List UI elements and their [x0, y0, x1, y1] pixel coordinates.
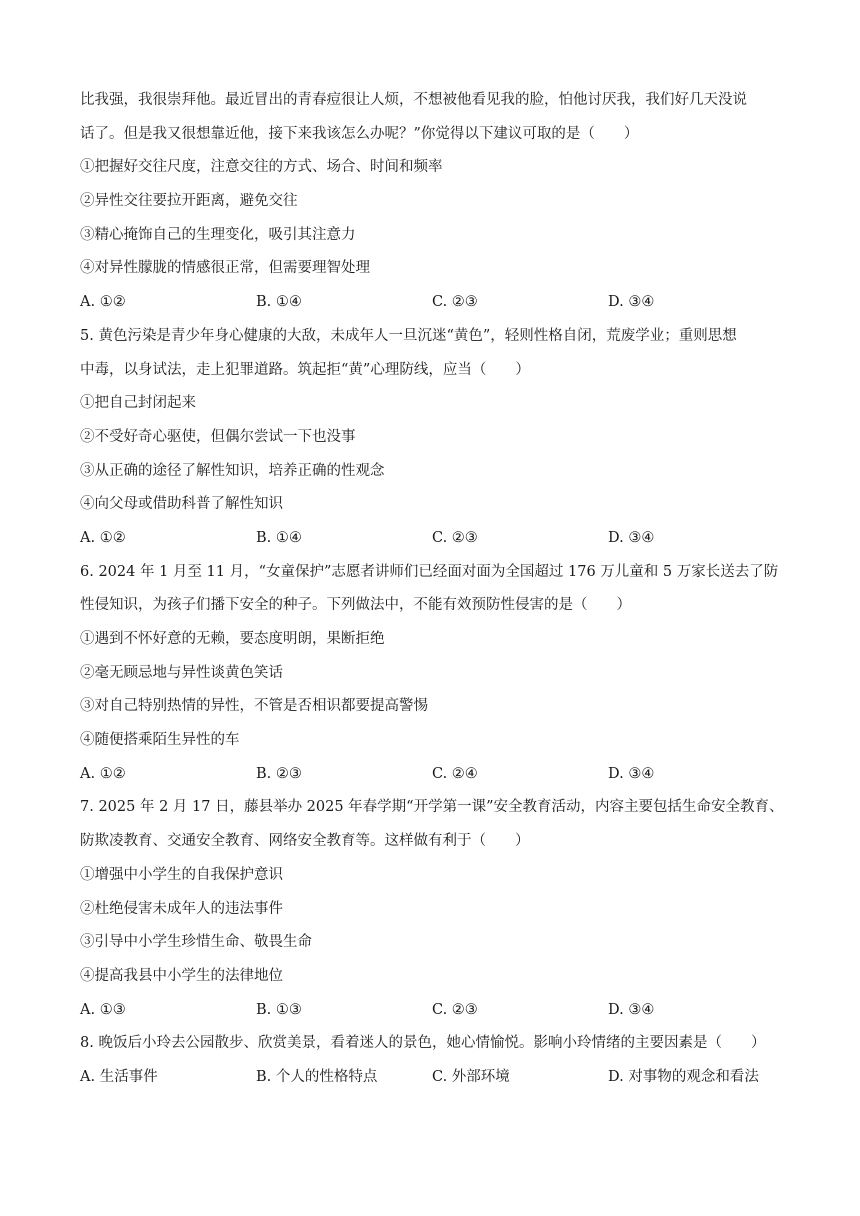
answer-option: D. ③④ [608, 765, 655, 782]
answer-option: C. ②④ [432, 765, 478, 782]
answer-options-row [80, 522, 785, 556]
text-line: ①遇到不怀好意的无赖，要态度明朗，果断拒绝 [80, 631, 385, 647]
answer-option: D. ③④ [608, 529, 655, 546]
text-line: ②不受好奇心驱使，但偶尔尝试一下也没事 [80, 428, 356, 445]
text-line: ④对异性朦胧的情感很正常，但需要理智处理 [80, 260, 370, 277]
answer-option: B. 个人的性格特点 [256, 1068, 378, 1085]
text-line: 中毒，以身试法，走上犯罪道路。筑起拒“黄”心理防线，应当（ ） [80, 361, 530, 378]
answer-option: B. ①③ [256, 1001, 302, 1018]
text-line: ③对自己特别热情的异性，不管是否相识都要提高警惕 [80, 698, 428, 715]
text-line: 6. 2024 年 1 月至 11 月，“女童保护”志愿者讲师们已经面对面为全国超过 176 万儿童和 5 万家长送去了防 [80, 563, 779, 580]
text-line: 7. 2025 年 2 月 17 日，藤县举办 2025 年春学期“开学第一课”安全教育活动，内容主要包括生命安全教育、 [80, 799, 784, 816]
answer-option: A. ①② [80, 529, 126, 546]
text-line: ④向父母或借助科普了解性知识 [80, 496, 283, 513]
text-line: ②毫无顾忌地与异性谈黄色笑话 [80, 664, 283, 681]
answer-option: C. ②③ [432, 1001, 478, 1018]
text-line: ③从正确的途径了解性知识，培养正确的性观念 [80, 462, 385, 479]
text-line: 防欺凌教育、交通安全教育、网络安全教育等。这样做有利于（ ） [80, 833, 530, 850]
text-line: ①把自己封闭起来 [80, 395, 196, 412]
text-line: ④提高我县中小学生的法律地位 [80, 967, 283, 984]
answer-option: C. ②③ [432, 294, 478, 311]
answer-option: A. ①② [80, 765, 126, 782]
text-line: 8. 晚饭后小玲去公园散步、欣赏美景，看着迷人的景色，她心情愉悦。影响小玲情绪的主要因素是（ ） [80, 1035, 766, 1052]
exam-content [80, 84, 785, 1095]
answer-option: D. 对事物的观念和看法 [608, 1068, 759, 1085]
answer-options-row [80, 994, 785, 1028]
answer-option: A. ①③ [80, 1001, 126, 1018]
answer-option: B. ②③ [256, 765, 302, 782]
text-line: ③精心掩饰自己的生理变化，吸引其注意力 [80, 226, 356, 243]
answer-options-row [80, 286, 785, 320]
answer-option: A. ①② [80, 294, 126, 311]
answer-option: D. ③④ [608, 294, 655, 311]
answer-option: B. ①④ [256, 294, 302, 311]
answer-options-row [80, 758, 785, 792]
text-line: ③引导中小学生珍惜生命、敬畏生命 [80, 934, 312, 951]
answer-option: C. 外部环境 [432, 1068, 510, 1085]
text-line: ②异性交往要拉开距离，避免交往 [80, 193, 298, 210]
answer-option: B. ①④ [256, 529, 302, 546]
text-line: 性侵知识，为孩子们播下安全的种子。下列做法中，不能有效预防性侵害的是（ ） [80, 597, 631, 614]
text-line: ①把握好交往尺度，注意交往的方式、场合、时间和频率 [80, 159, 443, 176]
text-line: ④随便搭乘陌生异性的车 [80, 732, 240, 749]
text-line: ②杜绝侵害未成年人的违法事件 [80, 900, 283, 917]
answer-option: C. ②③ [432, 529, 478, 546]
answer-options-row [80, 1061, 785, 1095]
answer-option: D. ③④ [608, 1001, 655, 1018]
text-line: 话了。但是我又很想靠近他，接下来我该怎么办呢？”你觉得以下建议可取的是（ ） [80, 125, 639, 142]
text-line: ①增强中小学生的自我保护意识 [80, 866, 283, 883]
text-line: 5. 黄色污染是青少年身心健康的大敌，未成年人一旦沉迷“黄色”，轻则性格自闭，荒废学业；重则思想 [80, 327, 737, 344]
text-line: 比我强，我很崇拜他。最近冒出的青春痘很让人烦，不想被他看见我的脸，怕他讨厌我，我们好几天没说 [80, 92, 747, 108]
answer-option: A. 生活事件 [80, 1068, 158, 1085]
